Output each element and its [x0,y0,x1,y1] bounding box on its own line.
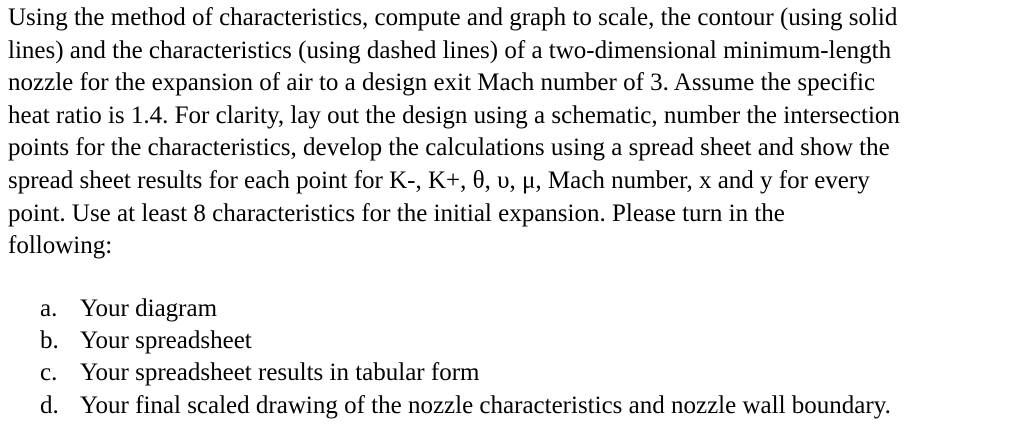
problem-line: nozzle for the expansion of air to a design exit Mach number of 3. Assume the specific [8,69,876,97]
problem-line: points for the characteristics, develop the calculations using a spread sheet and show the [8,134,890,162]
problem-statement [8,2,1014,263]
problem-line: lines) and the characteristics (using dashed lines) of a two-dimensional minimum-length [8,36,892,64]
list-marker: c. [40,359,58,387]
list-item-text: Your diagram [80,295,218,322]
problem-line: following: [8,232,113,260]
list-marker: d. [40,391,59,419]
problem-line: point. Use at least 8 characteristics for the initial expansion. Please turn in the [8,199,785,227]
list-item [40,293,891,325]
list-item-text: Your spreadsheet [80,327,252,355]
list-item [40,357,891,389]
problem-line: heat ratio is 1.4. For clarity, lay out the design using a schematic, number the intersection [8,101,900,129]
list-marker: b. [40,327,59,355]
list-item [40,390,891,422]
deliverables-list [40,293,891,422]
list-item [40,325,891,357]
problem-line: Using the method of characteristics, compute and graph to scale, the contour (using solid [8,4,898,31]
list-item-text: Your spreadsheet results in tabular form [80,359,480,387]
list-item-text: Your final scaled drawing of the nozzle characteristics and nozzle wall boundary. [80,391,891,419]
list-marker: a. [40,295,58,322]
problem-line: spread sheet results for each point for K-, K+, θ, υ, μ, Mach number, x and y for every [8,166,870,194]
